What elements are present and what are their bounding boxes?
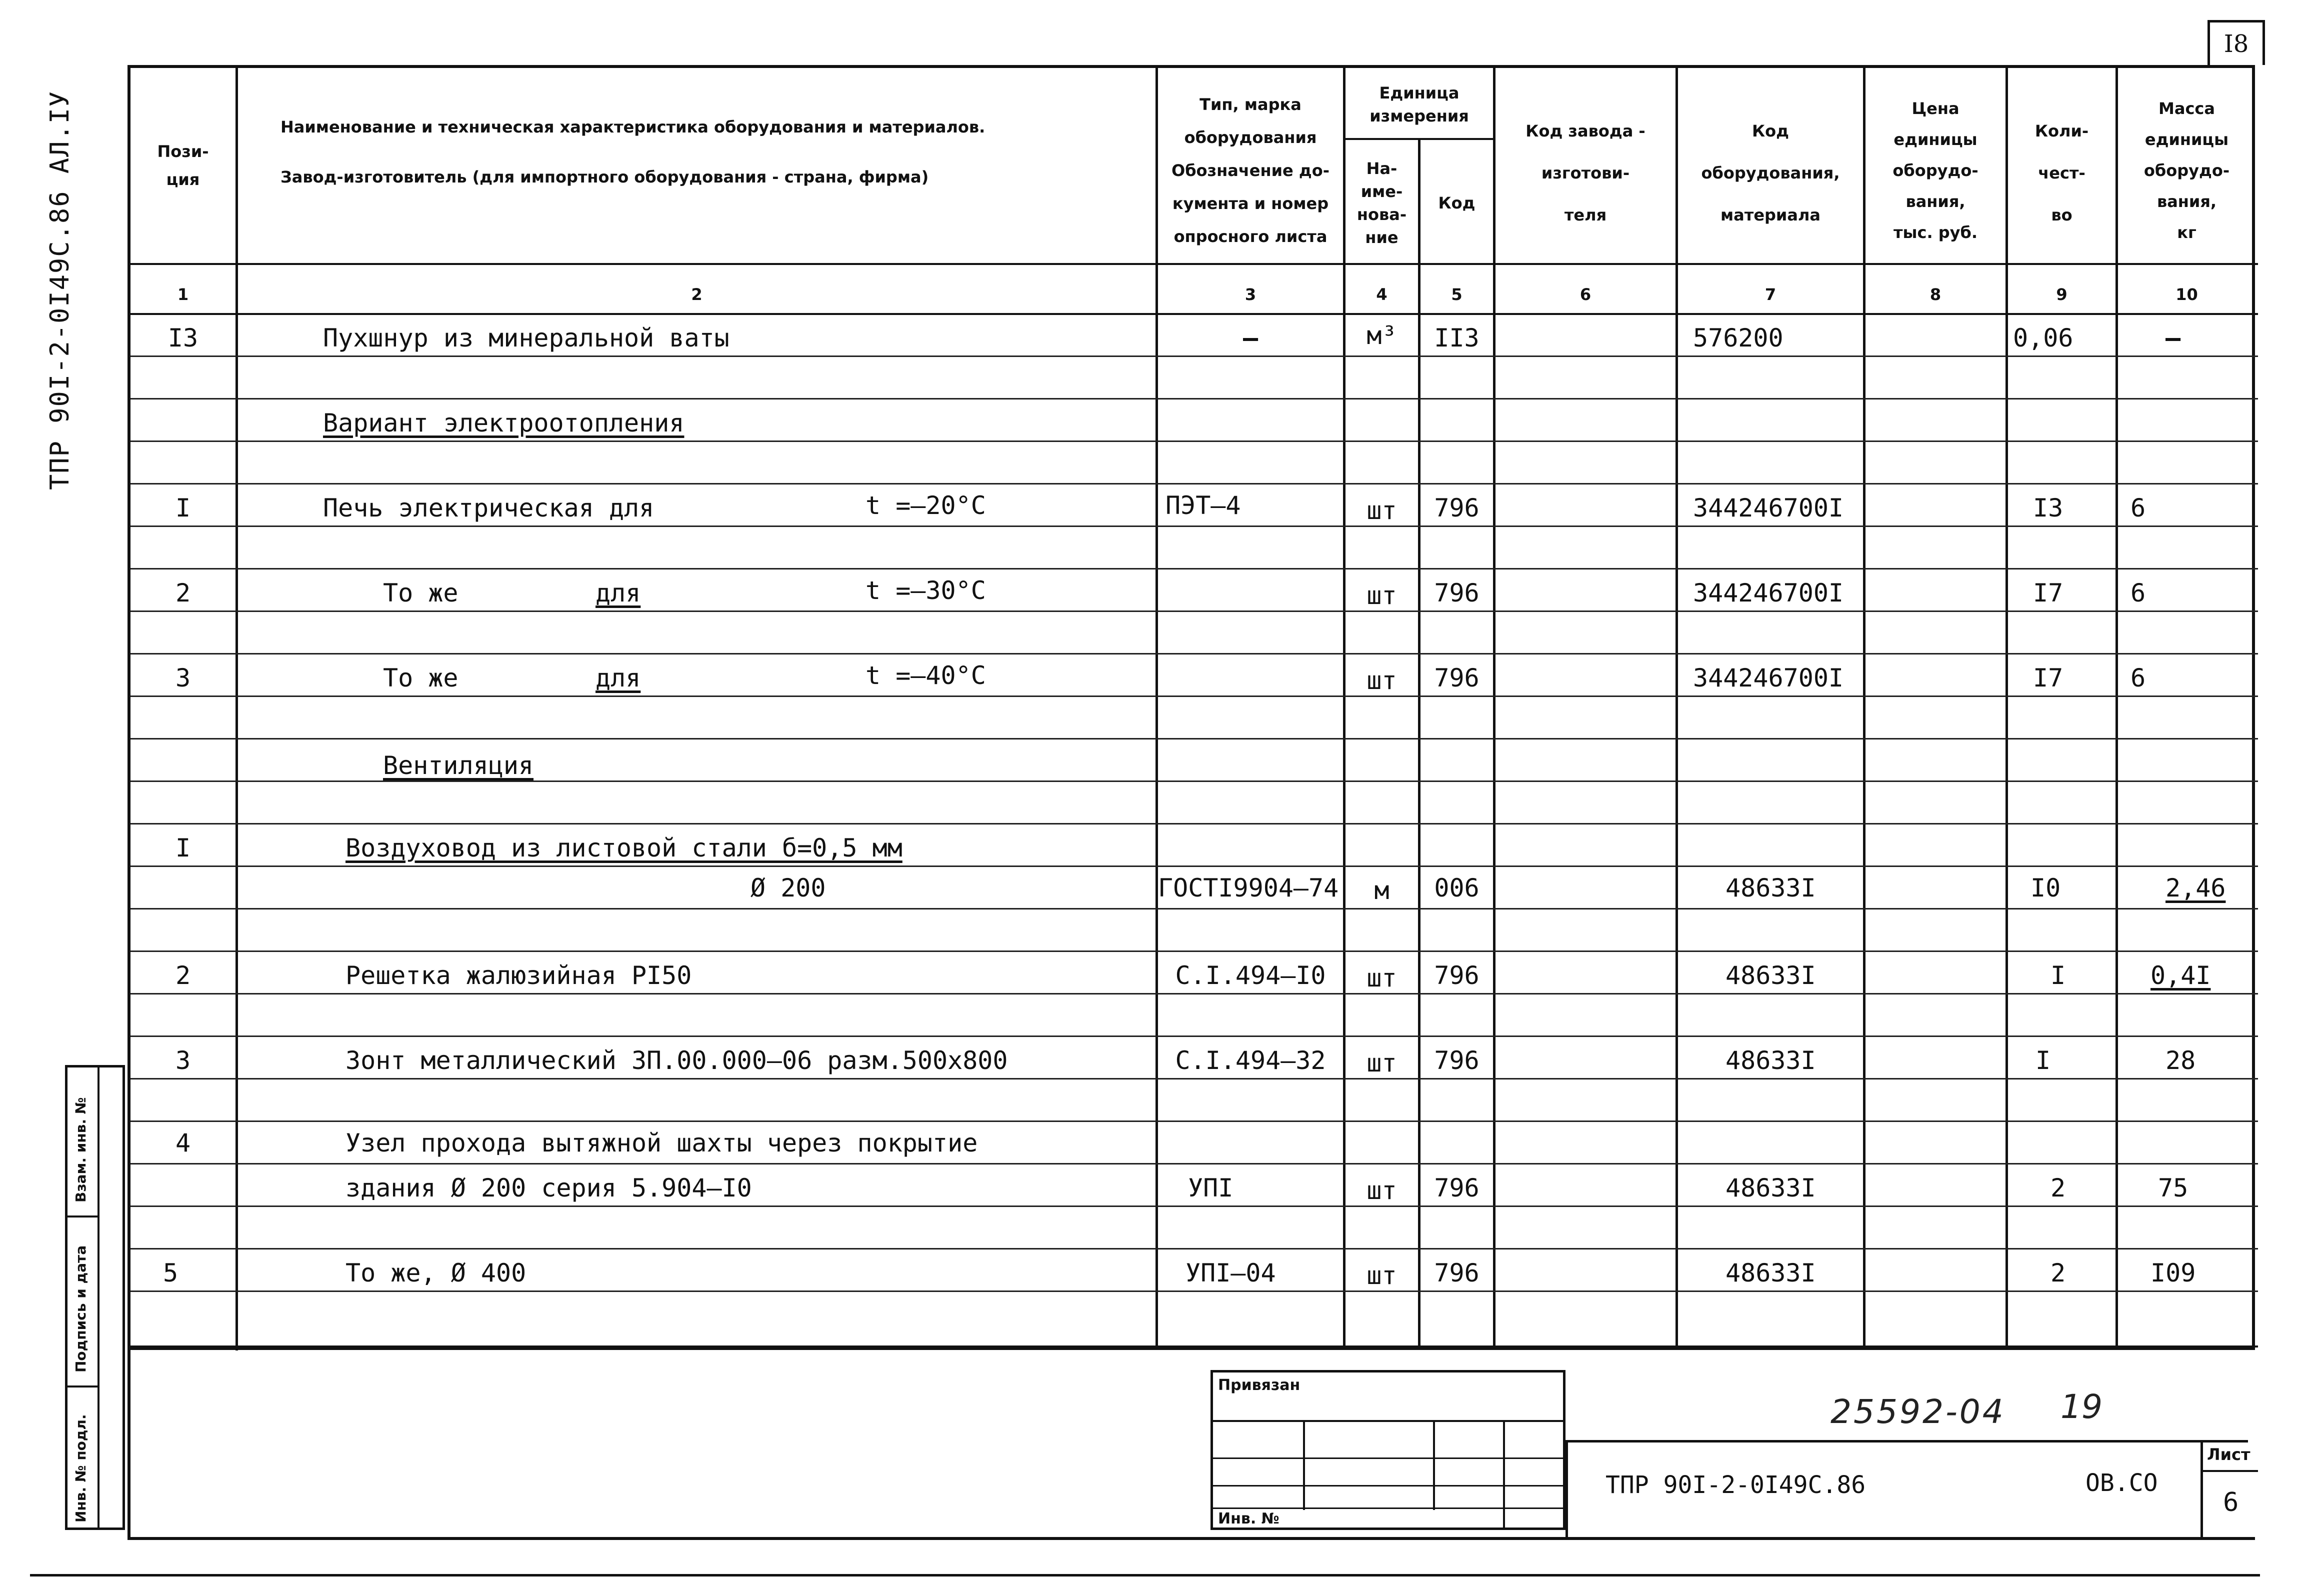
row-name: Воздуховод из листовой стали б=0,5 мм — [346, 834, 902, 862]
sheet-box — [2200, 1440, 2256, 1538]
row-temperature: t =–40°С — [866, 661, 986, 690]
row-unit: м — [1374, 876, 1390, 905]
row-material-code: 576200 — [1693, 324, 1784, 352]
handwritten-number: 25592-04 — [1830, 1392, 2006, 1431]
header-unit: Единица измерения — [1370, 83, 1469, 126]
row-material-code: 48633I — [1726, 1258, 1816, 1288]
row-unit-code: 796 — [1434, 578, 1480, 608]
section-heading: Вентиляция — [383, 751, 534, 780]
header-position: Пози- ция — [157, 142, 209, 189]
row-quantity: 2 — [2050, 1174, 2066, 1202]
row-quantity: 0,06 — [2013, 324, 2074, 352]
row-mass: 6 — [2130, 664, 2146, 692]
row-position: I3 — [168, 324, 198, 352]
row-type: ПЭТ–4 — [1166, 491, 1241, 520]
row-name-continued: здания Ø 200 серия 5.904–I0 — [346, 1174, 752, 1202]
corner-number: I8 — [2224, 30, 2249, 58]
row-name: То же — [383, 664, 458, 692]
header-unit-code: Код — [1438, 194, 1476, 212]
row-name: То же — [383, 578, 458, 608]
row-name: Пухшнур из минеральной ваты — [323, 324, 730, 352]
header-type: Тип, марка оборудования Обозначение до- кумента и номер опросного листа — [1172, 95, 1330, 246]
row-for: для — [596, 664, 641, 692]
stamp-label-original-inv: Инв. № подл. — [72, 1414, 89, 1522]
inventory-label: Инв. № — [1218, 1510, 1280, 1528]
row-unit-code: II3 — [1434, 324, 1480, 352]
sheet-label: Лист — [2207, 1445, 2250, 1464]
row-unit-code: 796 — [1434, 961, 1480, 990]
row-unit-code: 796 — [1434, 494, 1480, 522]
row-material-code: 344246700I — [1693, 578, 1844, 608]
row-mass: 6 — [2130, 578, 2146, 608]
attached-stamp — [1210, 1370, 1566, 1530]
row-mass: I09 — [2150, 1258, 2196, 1288]
row-unit: шт — [1366, 581, 1397, 610]
column-number: 1 — [177, 284, 189, 304]
row-quantity: I — [2036, 1046, 2051, 1075]
row-mass: 75 — [2158, 1174, 2188, 1202]
row-unit-code: 796 — [1434, 1174, 1480, 1202]
row-quantity: I7 — [2033, 578, 2064, 608]
row-unit: шт — [1366, 1261, 1397, 1290]
row-mass: 28 — [2166, 1046, 2196, 1075]
row-quantity: I — [2050, 961, 2066, 990]
row-unit-code: 006 — [1434, 874, 1480, 902]
side-title: ТПР 90I-2-0I49С.86 АЛ.IУ — [45, 90, 75, 490]
column-number: 9 — [2056, 284, 2068, 304]
row-type: – — [1242, 324, 1258, 352]
column-number: 2 — [691, 284, 702, 304]
row-position: 4 — [175, 1128, 191, 1158]
header-mass: Масса единицы оборудо- вания, кг — [2144, 99, 2230, 242]
row-unit-code: 796 — [1434, 1258, 1480, 1288]
row-quantity: I3 — [2033, 494, 2064, 522]
row-temperature: t =–30°С — [866, 576, 986, 605]
row-unit: шт — [1366, 964, 1397, 992]
row-position: I — [175, 494, 191, 522]
header-unit-name: На- име- нова- ние — [1356, 159, 1407, 247]
header-plant-code: Код завода - изготови- теля — [1526, 122, 1646, 224]
row-type: УПI–04 — [1186, 1258, 1276, 1288]
row-unit-code: 796 — [1434, 1046, 1480, 1075]
column-number: 5 — [1451, 284, 1462, 304]
section-heading: Вариант электроотопления — [323, 408, 684, 438]
stamp-label-signature-date: Подпись и дата — [72, 1245, 89, 1372]
column-number: 8 — [1930, 284, 1942, 304]
corner-number-box — [2208, 20, 2265, 65]
row-position: 2 — [175, 961, 191, 990]
row-unit: м³ — [1366, 321, 1397, 350]
stamp-label-replaced-inv: Взам. инв. № — [72, 1097, 89, 1202]
row-mass: – — [2165, 324, 2181, 352]
row-unit: шт — [1366, 496, 1397, 525]
row-position: 3 — [175, 1046, 191, 1075]
row-material-code: 48633I — [1726, 961, 1816, 990]
row-unit: шт — [1366, 1176, 1397, 1205]
row-material-code: 48633I — [1726, 1046, 1816, 1075]
row-quantity: I7 — [2033, 664, 2064, 692]
header-name-line2: Завод-изготовитель (для импортного оборудования - страна, фирма) — [280, 168, 929, 186]
row-quantity: 2 — [2050, 1258, 2066, 1288]
row-position: 3 — [175, 664, 191, 692]
row-position: 5 — [162, 1258, 178, 1288]
sheet-number: 6 — [2223, 1488, 2239, 1518]
row-unit-code: 796 — [1434, 664, 1480, 692]
row-type: С.I.494–32 — [1175, 1046, 1326, 1075]
row-type: ГОСТI9904–74 — [1158, 874, 1339, 902]
row-mass: 0,4I — [2150, 961, 2211, 990]
column-number: 6 — [1580, 284, 1592, 304]
page-bottom-line — [30, 1574, 2260, 1576]
document-mark: ОВ.СО — [2086, 1469, 2158, 1497]
row-mass: 2,46 — [2166, 874, 2226, 902]
row-name: Зонт металлический ЗП.00.000–06 разм.500х800 — [346, 1046, 1008, 1075]
row-unit: шт — [1366, 1048, 1397, 1078]
row-mass: 6 — [2130, 494, 2146, 522]
handwritten-sheet: 19 — [2060, 1388, 2102, 1426]
row-position: 2 — [175, 578, 191, 608]
column-number: 10 — [2176, 284, 2198, 304]
column-number: 4 — [1376, 284, 1388, 304]
header-price: Цена единицы оборудо- вания, тыс. руб. — [1892, 99, 1978, 242]
row-material-code: 344246700I — [1693, 494, 1844, 522]
row-material-code: 48633I — [1726, 874, 1816, 902]
row-material-code: 48633I — [1726, 1174, 1816, 1202]
header-name-line1: Наименование и техническая характеристика оборудования и материалов. — [280, 118, 986, 136]
attached-label: Привязан — [1218, 1376, 1300, 1394]
header-material-code: Код оборудования, материала — [1701, 122, 1840, 224]
header-quantity: Коли- чест- во — [2034, 122, 2089, 224]
row-position: I — [175, 834, 191, 862]
row-name-continued: Ø 200 — [750, 874, 826, 902]
column-number: 7 — [1764, 284, 1776, 304]
row-type: УПI — [1188, 1174, 1234, 1202]
row-material-code: 344246700I — [1693, 664, 1844, 692]
row-for: для — [596, 578, 641, 608]
row-name: Печь электрическая для — [323, 494, 654, 522]
specification-table — [128, 65, 2255, 1350]
row-temperature: t =–20°С — [866, 491, 986, 520]
row-unit: шт — [1366, 666, 1397, 695]
column-number: 3 — [1244, 284, 1256, 304]
row-name: Решетка жалюзийная РI50 — [346, 961, 692, 990]
row-type: С.I.494–I0 — [1175, 961, 1326, 990]
row-name: Узел прохода вытяжной шахты через покрытие — [346, 1128, 978, 1158]
row-quantity: I0 — [2030, 874, 2061, 902]
title-block — [128, 1340, 2255, 1540]
document-code: ТПР 90I-2-0I49С.86 — [1606, 1471, 1866, 1499]
row-name: То же, Ø 400 — [346, 1258, 526, 1288]
side-stamp — [65, 1065, 125, 1530]
